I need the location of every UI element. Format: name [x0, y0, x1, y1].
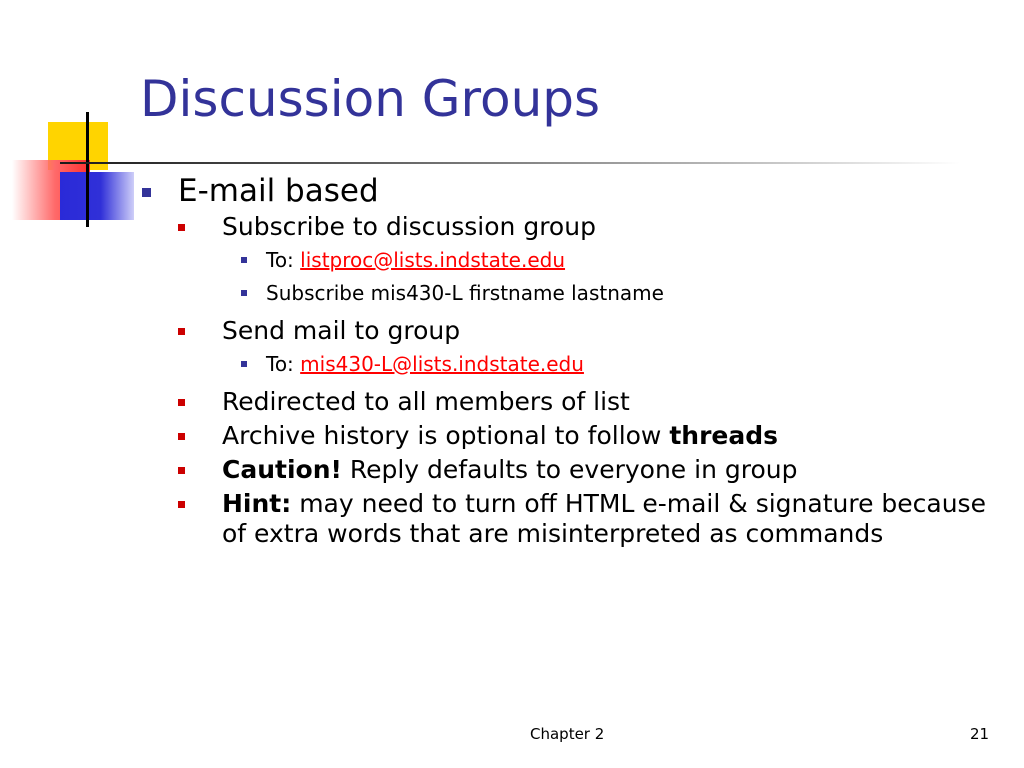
list-item-text: Subscribe to discussion group — [222, 212, 596, 241]
footer-chapter: Chapter 2 — [530, 725, 605, 743]
group-email-link[interactable]: mis430-L@lists.indstate.edu — [300, 352, 584, 376]
list-item-hint — [178, 489, 1000, 549]
decorative-vertical-line — [86, 112, 89, 227]
decorative-blue-square — [60, 172, 134, 220]
list-item-subscribe-command — [222, 277, 1000, 310]
threads-emphasis: threads — [669, 421, 779, 450]
to-label: To: — [266, 352, 301, 376]
square-bullet-icon — [178, 399, 185, 406]
list-item-email-based — [140, 170, 1000, 549]
list-item-archive-history — [178, 421, 1000, 451]
list-item-text: Redirected to all members of list — [222, 387, 630, 416]
sub-sub-bullet-list — [222, 348, 1000, 381]
square-bullet-icon — [241, 290, 247, 296]
title-underline-rule — [60, 162, 960, 164]
slide-title: Discussion Groups — [140, 70, 601, 128]
square-bullet-icon — [178, 467, 185, 474]
square-bullet-icon — [178, 328, 185, 335]
square-bullet-icon — [178, 433, 185, 440]
hint-label: Hint: — [222, 489, 292, 518]
sub-sub-bullet-list — [222, 244, 1000, 310]
list-item-subscribe — [178, 212, 1000, 310]
bullet-list — [140, 170, 1000, 553]
list-item-subscribe-to — [222, 244, 1000, 277]
list-item-text: Archive history is optional to follow — [222, 421, 670, 450]
list-item-redirected — [178, 387, 1000, 417]
square-bullet-icon — [178, 224, 185, 231]
to-label: To: — [266, 248, 301, 272]
list-item-text: E-mail based — [178, 173, 379, 209]
list-item-send-mail — [178, 316, 1000, 381]
square-bullet-icon — [142, 188, 151, 197]
subscribe-email-link[interactable]: listproc@lists.indstate.edu — [300, 248, 566, 272]
list-item-text: Send mail to group — [222, 316, 461, 345]
list-item-text: may need to turn off HTML e-mail & signature because of extra words that are misinterpreted as commands — [222, 489, 986, 548]
footer-page-number: 21 — [970, 725, 990, 743]
square-bullet-icon — [178, 501, 185, 508]
square-bullet-icon — [241, 257, 247, 263]
sub-bullet-list — [178, 212, 1000, 549]
list-item-text: Subscribe mis430-L firstname lastname — [266, 281, 664, 305]
list-item-caution — [178, 455, 1000, 485]
list-item-send-to — [222, 348, 1000, 381]
square-bullet-icon — [241, 361, 247, 367]
list-item-text: Reply defaults to everyone in group — [341, 455, 798, 484]
caution-label: Caution! — [222, 455, 342, 484]
